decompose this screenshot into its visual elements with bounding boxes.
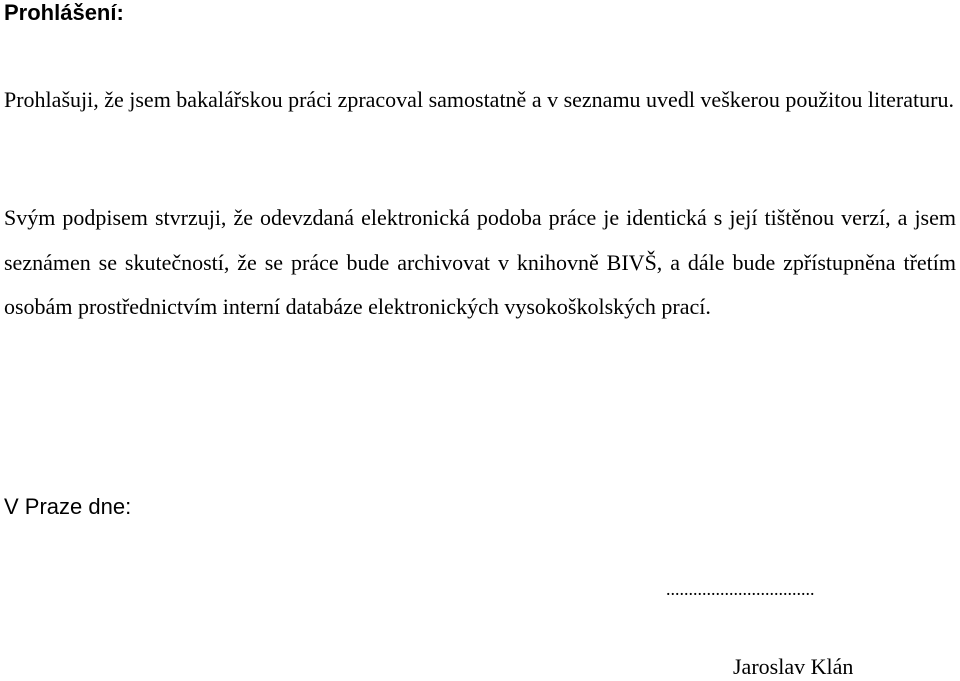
declaration-heading: Prohlášení: [4, 0, 124, 25]
date-label: V Praze dne: [4, 494, 132, 519]
declaration-paragraph-literature: Prohlašuji, že jsem bakalářskou práci zpracoval samostatně a v seznamu uvedl veškerou použitou literaturu. [4, 87, 954, 112]
signature-line: ................................. [666, 579, 815, 599]
signature-name: Jaroslav Klán [733, 654, 854, 679]
declaration-paragraph-electronic-version: Svým podpisem stvrzuji, že odevzdaná elektronická podoba práce je identická s její tištěnou verzí, a jsem seznámen se skutečností, že se práce bude archivovat v knihovně BIVŠ, a dále bude zpřístupněna třetím osobám prostřednictvím interní databáze elektronických vysokoškolských prací. [4, 205, 956, 319]
